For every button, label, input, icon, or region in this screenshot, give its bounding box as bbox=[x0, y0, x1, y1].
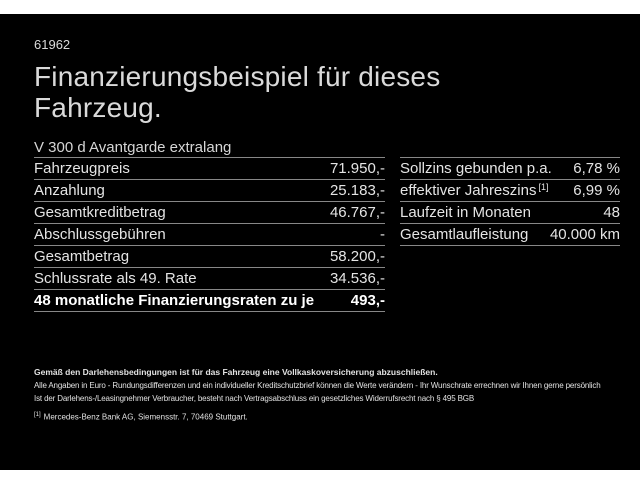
table-row bbox=[34, 179, 385, 201]
row-value: 58.200,- bbox=[329, 248, 385, 265]
finance-column bbox=[34, 138, 385, 312]
disclaimer-line: Ist der Darlehens-/Leasingnehmer Verbraucher, besteht nach Vertragsabschluss ein gesetzliches Widerrufsrecht nach § 495 BGB bbox=[34, 394, 475, 403]
row-label: Schlussrate als 49. Rate bbox=[34, 270, 197, 287]
conditions-column bbox=[400, 157, 620, 312]
row-label: effektiver Jahreszins bbox=[400, 182, 537, 199]
offer-id: 61962 bbox=[34, 37, 71, 52]
table-row bbox=[34, 245, 385, 267]
row-label: Anzahlung bbox=[34, 182, 105, 199]
row-value: 493,- bbox=[350, 292, 385, 309]
vehicle-model-label: V 300 d Avantgarde extralang bbox=[34, 139, 232, 156]
row-value: 40.000 km bbox=[549, 226, 620, 243]
row-label: 48 monatliche Finanzierungsraten zu je bbox=[34, 292, 315, 309]
letterbox-bar-bottom bbox=[0, 470, 640, 480]
row-label: Gesamtkreditbetrag bbox=[34, 204, 166, 221]
row-value: 25.183,- bbox=[329, 182, 385, 199]
table-row bbox=[34, 157, 385, 179]
page-title: Finanzierungsbeispiel für dieses Fahrzeug. bbox=[34, 61, 441, 123]
row-label: Abschlussgebühren bbox=[34, 226, 166, 243]
row-value: 6,99 % bbox=[573, 182, 620, 199]
insurance-note: Gemäß den Darlehensbedingungen ist für das Fahrzeug eine Vollkaskoversicherung abzuschließen. bbox=[34, 367, 438, 377]
table-row bbox=[400, 179, 620, 201]
row-label: Laufzeit in Monaten bbox=[400, 204, 531, 221]
conditions-table bbox=[400, 157, 620, 246]
table-row bbox=[400, 157, 620, 179]
table-row bbox=[34, 289, 385, 312]
legal-notes bbox=[34, 366, 624, 423]
row-label: Gesamtbetrag bbox=[34, 248, 130, 265]
footnote-marker: [1] bbox=[538, 181, 549, 192]
row-label: Gesamtlaufleistung bbox=[400, 226, 529, 243]
disclaimer-line: Alle Angaben in Euro - Rundungsdifferenzen und ein individueller Kreditschutzbrief können die Werte verändern - Ihr Wunschrate errechnen wir Ihnen gerne persönlich bbox=[34, 381, 601, 390]
table-row bbox=[34, 201, 385, 223]
row-value: 71.950,- bbox=[329, 160, 385, 177]
row-value: 48 bbox=[603, 204, 620, 221]
tables-region bbox=[34, 138, 620, 312]
row-value: - bbox=[380, 226, 385, 243]
table-row bbox=[400, 201, 620, 223]
card-content bbox=[0, 14, 640, 312]
table-row bbox=[34, 223, 385, 245]
row-value: 34.536,- bbox=[329, 270, 385, 287]
row-value: 6,78 % bbox=[573, 160, 620, 177]
bank-footnote bbox=[34, 410, 624, 423]
row-label: Fahrzeugpreis bbox=[34, 160, 130, 177]
letterbox-bar-top bbox=[0, 0, 640, 14]
row-value: 46.767,- bbox=[329, 204, 385, 221]
footnote-text: Mercedes-Benz Bank AG, Siemensstr. 7, 70469 Stuttgart. bbox=[43, 412, 248, 422]
table-row bbox=[400, 223, 620, 246]
row-label: Sollzins gebunden p.a. bbox=[400, 160, 552, 177]
footnote-marker: [1] bbox=[34, 412, 41, 418]
finance-table bbox=[34, 157, 385, 312]
table-row bbox=[34, 267, 385, 289]
